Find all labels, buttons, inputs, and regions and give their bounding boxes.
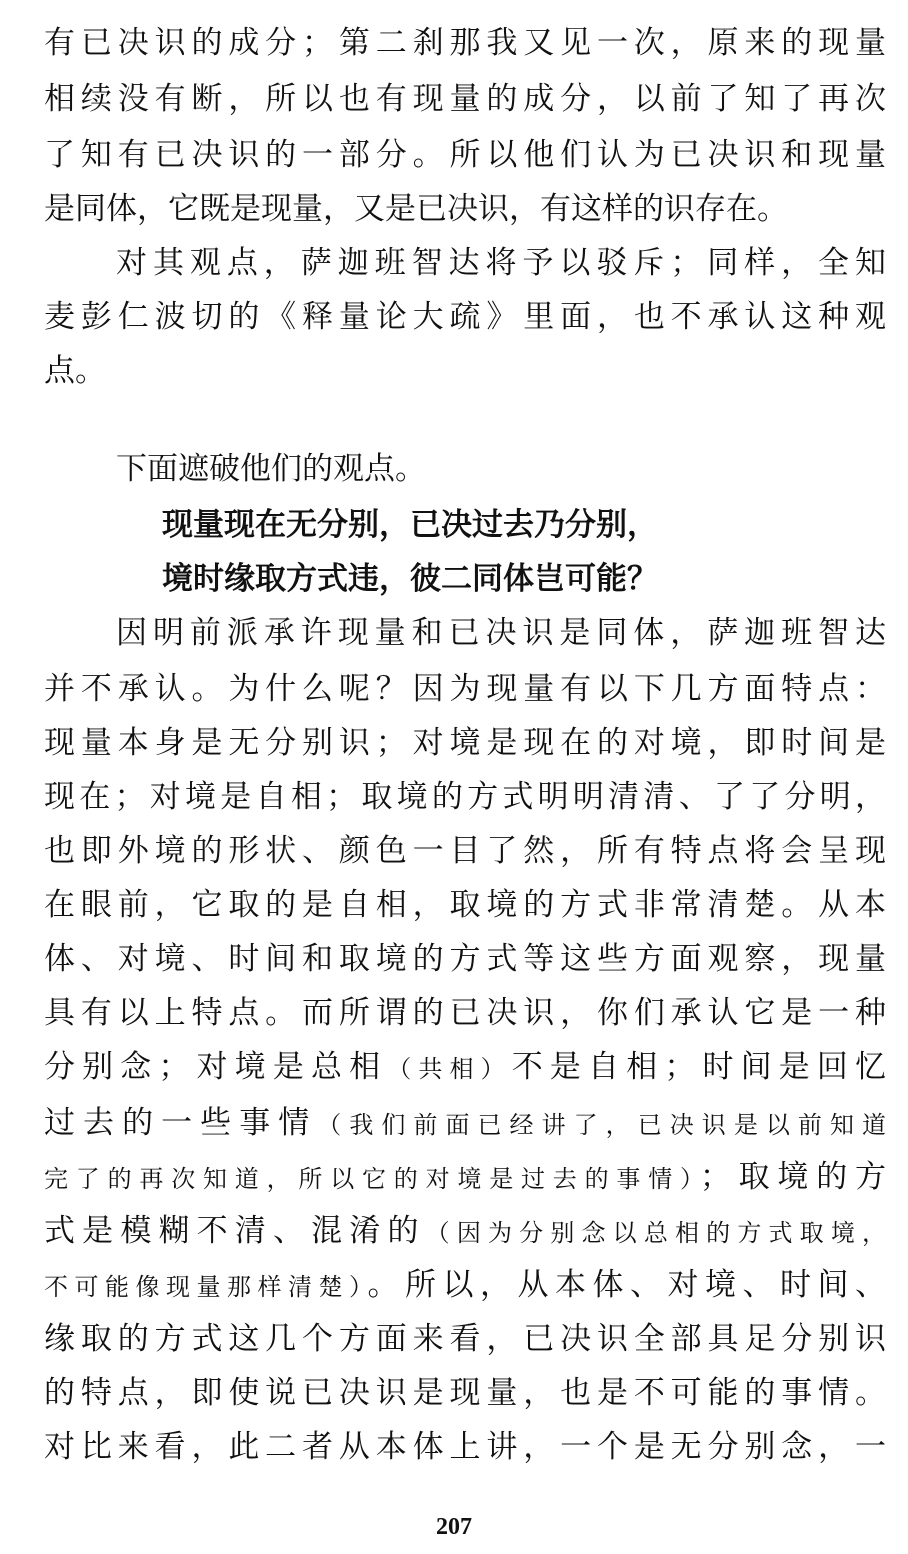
text-line: 麦彭仁波切的《释量论大疏》里面，也不承认这种观 bbox=[44, 299, 886, 335]
text-line: 相续没有断，所以也有现量的成分，以前了知了再次 bbox=[44, 81, 886, 117]
text-line bbox=[44, 1204, 886, 1258]
text-line: 在眼前，它取的是自相，取境的方式非常清楚。从本 bbox=[44, 887, 886, 923]
text-span: 不是自相；时间是回忆 bbox=[511, 1049, 887, 1085]
text-line: 也即外境的形状、颜色一目了然，所有特点将会呈现 bbox=[44, 833, 886, 869]
text-span: 。所以，从本体、对境、时间、 bbox=[367, 1267, 886, 1303]
text-line bbox=[44, 1040, 886, 1094]
text-span: 过去的一些事情 bbox=[44, 1105, 318, 1141]
text-span: 式是模糊不清、混淆的 bbox=[44, 1213, 426, 1249]
text-line: 体、对境、时间和取境的方式等这些方面观察，现量 bbox=[44, 941, 886, 977]
annotation-span: （我们前面已经讲了，已决识是以前知道 bbox=[317, 1111, 887, 1139]
page-number: 207 bbox=[436, 1514, 472, 1540]
text-line: 对比来看，此二者从本体上讲，一个是无分别念，一 bbox=[44, 1429, 886, 1465]
text-line: 现量本身是无分别识；对境是现在的对境，即时间是 bbox=[44, 725, 886, 761]
text-line: 因明前派承许现量和已决识是同体，萨迦班智达 bbox=[116, 615, 886, 651]
text-line: 点。 bbox=[44, 353, 106, 389]
text-line: 的特点，即使说已决识是现量，也是不可能的事情。 bbox=[44, 1375, 886, 1411]
annotation-span: 不可能像现量那样清楚） bbox=[44, 1273, 368, 1301]
text-line: 缘取的方式这几个方面来看，已决识全部具足分别识 bbox=[44, 1321, 886, 1357]
text-line: 下面遮破他们的观点。 bbox=[116, 451, 426, 487]
text-line bbox=[44, 1258, 886, 1312]
text-line: 现在；对境是自相；取境的方式明明清清、了了分明， bbox=[44, 779, 886, 815]
annotation-span: 完了的再次知道，所以它的对境是过去的事情） bbox=[44, 1165, 700, 1193]
text-line: 有已决识的成分；第二刹那我又见一次，原来的现量 bbox=[44, 25, 886, 61]
text-line: 并不承认。为什么呢？因为现量有以下几方面特点： bbox=[44, 671, 886, 707]
text-line: 对其观点，萨迦班智达将予以驳斥；同样，全知 bbox=[116, 245, 886, 281]
text-line: 是同体，它既是现量，又是已决识，有这样的识存在。 bbox=[44, 191, 788, 227]
text-line: 了知有已决识的一部分。所以他们认为已决识和现量 bbox=[44, 137, 886, 173]
text-span: 分别念；对境是总相 bbox=[44, 1049, 388, 1085]
text-span: ；取境的方 bbox=[699, 1159, 887, 1195]
text-line: 具有以上特点。而所谓的已决识，你们承认它是一种 bbox=[44, 995, 886, 1031]
verse-line: 境时缘取方式违，彼二同体岂可能？ bbox=[162, 561, 658, 597]
text-line bbox=[44, 1150, 886, 1204]
verse-line: 现量现在无分别，已决过去乃分别， bbox=[162, 507, 658, 543]
annotation-span: （共相） bbox=[387, 1055, 512, 1083]
text-line bbox=[44, 1096, 886, 1150]
annotation-span: （因为分别念以总相的方式取境， bbox=[425, 1219, 887, 1247]
